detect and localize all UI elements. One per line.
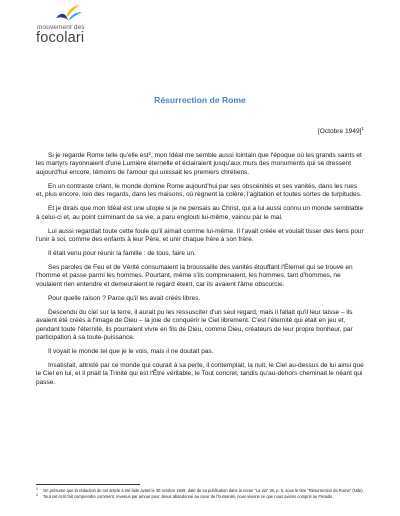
paragraph: Descendu du ciel sur la terre, il aurait pu les ressusciter d'un seul regard, mais il fallait qu'il leur laisse – ils avaient été créés à l'image de Dieu – la joie de conquérir le Ciel librement. C'est l'éternité qui était en jeu et, pendant toute l'éternité, ils pourraient vivre en fils de Dieu, comme Dieu, créateurs de leur propre bonheur, par participation à sa toute-puissance. bbox=[36, 308, 353, 342]
footnote-divider bbox=[36, 484, 140, 485]
document-title: Résurrection de Rome bbox=[154, 95, 246, 105]
document-body bbox=[36, 152, 366, 393]
focolari-mark-icon bbox=[53, 4, 83, 26]
date-text: [Octobre 1949] bbox=[317, 128, 362, 135]
paragraph: Et je dirais que mon Idéal est une utopie si je ne pensais au Christ, qui a lui aussi connu un monde semblable à celui-ci et, au point culminant de sa vie, a paru englouti lui-même, vaincu par le mal. bbox=[36, 205, 364, 221]
footnote-ref: 2 bbox=[148, 151, 151, 156]
paragraph: Pour quelle raison ? Parce qu'il les avait créés libres. bbox=[48, 294, 201, 302]
paragraph-text: Si je regarde Rome telle qu'elle est bbox=[48, 152, 149, 159]
document-date bbox=[318, 126, 364, 135]
paragraph: En un contraste criant, le monde domine Rome aujourd'hui par ses obscénités et ses vanités, dans les rues et, plus encore, loin des regards, dans les maisons, où règnent la colère, l'agitation et toutes sortes de turpitudes. bbox=[36, 182, 362, 199]
focolari-logo bbox=[37, 4, 117, 50]
paragraph: Ses paroles de Feu et de Vérité consumaient la broussaille des vanités étouffant l'Éternel qui se trouve en l'homme et passe parmi les hommes. Pourtant, même s'ils comprenaient, les hommes, tant d'hommes, ne voulaient rien entendre et demeuraient le regard éteint, car ils avaient l'âme obscurcie. bbox=[36, 264, 353, 288]
footnote-text: On présume que la rédaction de cet article a été faite avant le 30 octobre 1949, date de sa publication dans la revue "La via" 36, p. 5, sous le titre "Résurrection de Rome" (Nde). bbox=[43, 488, 364, 493]
footnote-number: 1 bbox=[36, 487, 38, 491]
date-footnote-ref: 1 bbox=[361, 126, 364, 131]
logo-text-main: focolari bbox=[36, 30, 85, 46]
logo-text-top: mouvement des bbox=[37, 24, 85, 31]
footnotes bbox=[36, 488, 370, 500]
paragraph: Lui aussi regardait toute cette foule qu'il aimait comme lui-même. Il l'avait créée et voulait tisser des liens pour l'unir à soi, comme des enfants à leur Père, et unir chaque frère à son frère. bbox=[36, 227, 364, 244]
footnote bbox=[36, 488, 370, 493]
paragraph: Il était venu pour réunir la famille : de tous, faire un. bbox=[48, 250, 196, 258]
footnote bbox=[36, 494, 370, 499]
footnote-text: Tout cet écrit fait comprendre comment, revenus par amour pour Jésus abandonné au cœur de l'humanité, nous vivions ce que nous avions compris au Paradis. bbox=[43, 493, 334, 499]
paragraph: Insatisfait, attristé par ce monde qui courait à sa perte, il contemplait, la nuit, le Ciel au-dessus de lui ainsi que le Ciel en lui, et il priait la Trinité qui est l'Être véritable, le Tout concret, tandis qu'au-dehors cheminait le néant qui passe. bbox=[36, 362, 364, 386]
footnote-number: 2 bbox=[36, 492, 38, 497]
paragraph-text: , mon Idéal me semble aussi lointain que l'époque où les grands saints et les martyrs rayonnaient d'une Lumière éternelle et éclairaient jusqu'aux murs des monuments qui se dressent aujourd'hui encore, témoins de l'amour qui unissait les premiers chrétiens. bbox=[36, 152, 362, 176]
paragraph: Il voyait le monde tel que je le vois, mais il ne doutait pas. bbox=[48, 348, 214, 356]
paragraph bbox=[36, 152, 366, 177]
